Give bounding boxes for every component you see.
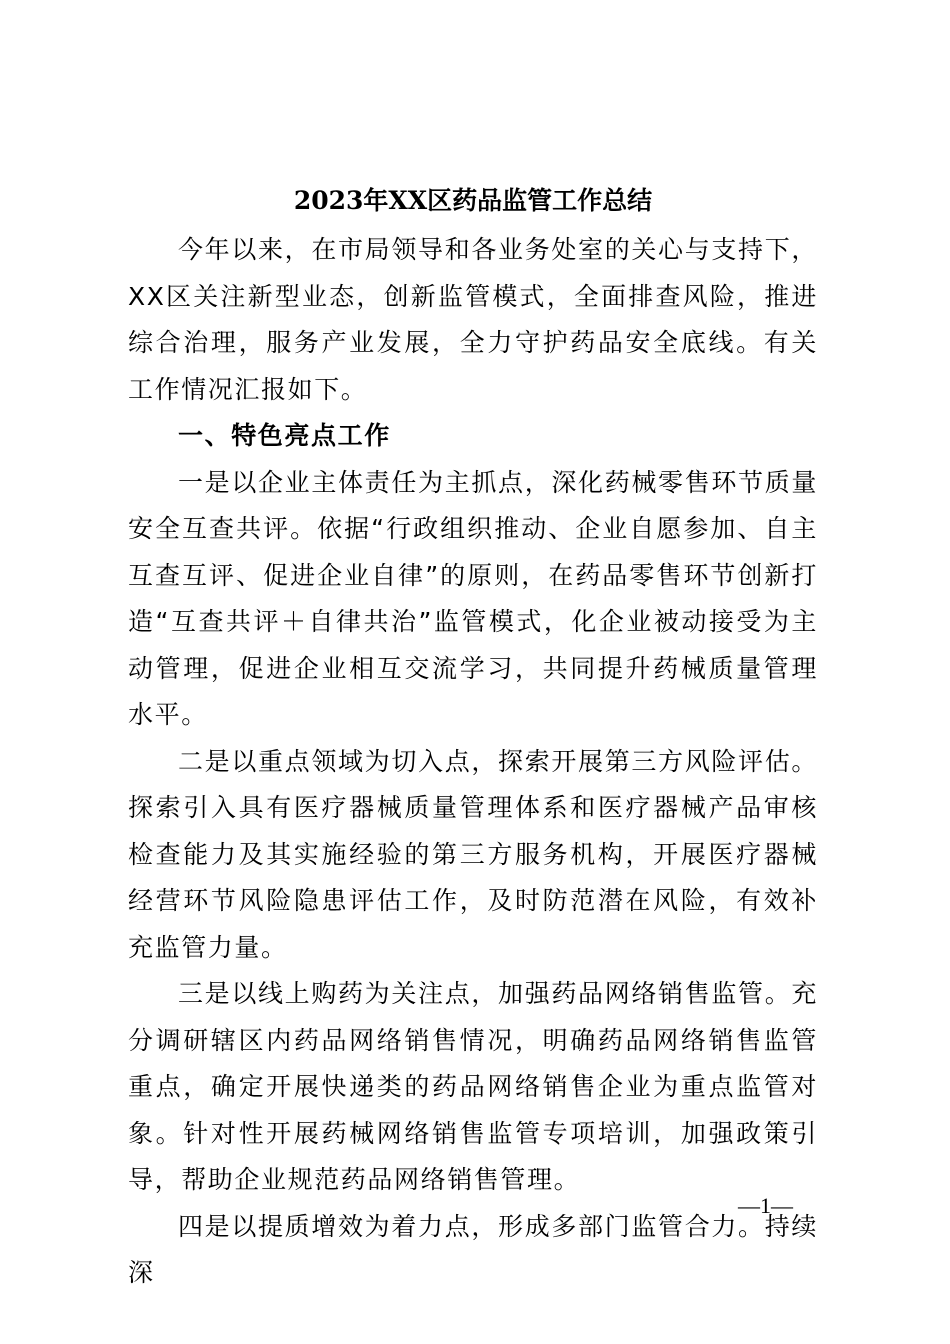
paragraph-4: 四是以提质增效为着力点，形成多部门监管合力。持续深 xyxy=(128,1211,818,1287)
section-heading: 一、特色亮点工作 xyxy=(178,421,391,450)
intro-paragraph: 今年以来，在市局领导和各业务处室的关心与支持下，XX区关注新型业态，创新监管模式，全面排查风险，推进综合治理，服务产业发展，全力守护药品安全底线。有关工作情况汇报如下。 xyxy=(128,235,818,404)
page-number: —1— xyxy=(738,1193,793,1218)
paragraph-2: 二是以重点领域为切入点，探索开展第三方风险评估。探索引入具有医疗器械质量管理体系和医疗器械产品审核检查能力及其实施经验的第三方服务机构，开展医疗器械经营环节风险隐患评估工作，及时防范潜在风险，有效补充监管力量。 xyxy=(128,746,818,962)
document-body xyxy=(128,181,818,1297)
paragraph-3: 三是以线上购药为关注点，加强药品网络销售监管。充分调研辖区内药品网络销售情况，明确药品网络销售监管重点，确定开展快递类的药品网络销售企业为重点监管对象。针对性开展药械网络销售监管专项培训，加强政策引导，帮助企业规范药品网络销售管理。 xyxy=(128,979,818,1194)
paragraph-1: 一是以企业主体责任为主抓点，深化药械零售环节质量安全互查共评。依据“行政组织推动、企业自愿参加、自主互查互评、促进企业自律”的原则，在药品零售环节创新打造“互查共评＋自律共治”监管模式，化企业被动接受为主动管理，促进企业相互交流学习，共同提升药械质量管理水平。 xyxy=(128,467,818,729)
document-title: 2023年XX区药品监管工作总结 xyxy=(293,186,653,215)
